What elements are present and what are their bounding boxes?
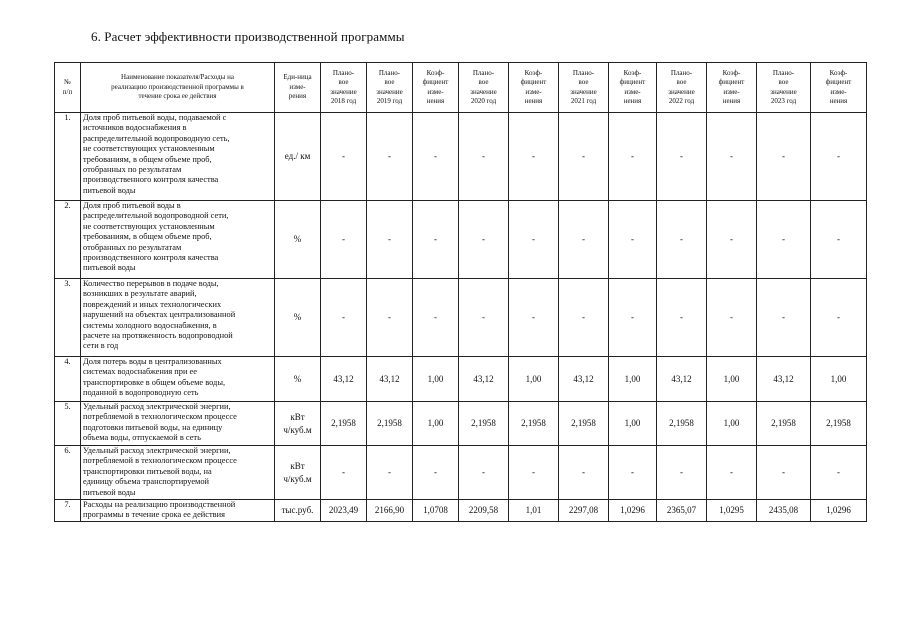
value-cell: - [609,446,657,500]
row-number: 2. [55,201,81,279]
value-cell: 1,00 [609,402,657,446]
header-cell: Коэф- фициент изме- нения [707,63,757,113]
value-cell: - [321,113,367,201]
value-cell: 2297,08 [559,500,609,522]
value-cell: - [413,279,459,357]
value-cell: 2,1958 [657,402,707,446]
value-cell: - [811,279,867,357]
value-cell: - [707,446,757,500]
value-cell: - [609,201,657,279]
value-cell: - [657,279,707,357]
section-heading: 6. Расчет эффективности производственной программы [91,29,405,44]
indicator-name: Удельный расход электрической энергии, потребляемой в технологическом процессе транспортировки питьевой воды, на единицу объема транспортируемой питьевой воды [81,446,275,500]
header-cell: Коэф- фициент изме- нения [413,63,459,113]
value-cell: - [811,201,867,279]
header-cell: Плано- вое значение 2019 год [367,63,413,113]
value-cell: - [459,446,509,500]
header-cell: Коэф- фициент изме- нения [609,63,657,113]
value-cell: 1,0296 [609,500,657,522]
unit-cell: % [275,357,321,402]
value-cell: - [559,279,609,357]
indicator-name: Расходы на реализацию производственной программы в течение срока ее действия [81,500,275,522]
value-cell: - [413,446,459,500]
value-cell: 1,0295 [707,500,757,522]
header-cell: Еди-ница изме- рения [275,63,321,113]
header-cell: Коэф- фициент изме- нения [811,63,867,113]
indicator-name: Количество перерывов в подаче воды, возникших в результате аварий, повреждений и иных технологических нарушений на объектах централизованной системы холодного водоснабжения, в расчете на протяженность водопроводной сети в год [81,279,275,357]
efficiency-table [54,62,867,522]
value-cell: - [757,446,811,500]
value-cell: 43,12 [367,357,413,402]
header-cell: Плано- вое значение 2020 год [459,63,509,113]
value-cell: - [757,113,811,201]
value-cell: 2,1958 [367,402,413,446]
header-cell: Плано- вое значение 2021 год [559,63,609,113]
value-cell: - [321,279,367,357]
table-row [55,500,867,522]
value-cell: - [459,113,509,201]
value-cell: - [657,113,707,201]
value-cell: 2,1958 [811,402,867,446]
value-cell: 2,1958 [321,402,367,446]
value-cell: - [559,113,609,201]
value-cell: - [609,279,657,357]
header-cell: № п/п [55,63,81,113]
unit-cell: тыс.руб. [275,500,321,522]
value-cell: - [657,446,707,500]
value-cell: 1,01 [509,500,559,522]
row-number: 5. [55,402,81,446]
value-cell: 1,0296 [811,500,867,522]
value-cell: 2435,08 [757,500,811,522]
indicator-name: Доля потерь воды в централизованных системах водоснабжения при ее транспортировке в общем объеме воды, поданной в водопроводную сеть [81,357,275,402]
value-cell: 2023,49 [321,500,367,522]
value-cell: 43,12 [321,357,367,402]
indicator-name: Доля проб питьевой воды в распределительной водопроводной сети, не соответствующих установленным требованиям, в общем объеме проб, отобранных по результатам производственного контроля качества питьевой воды [81,201,275,279]
value-cell: - [459,201,509,279]
value-cell: - [367,446,413,500]
row-number: 6. [55,446,81,500]
value-cell: 1,00 [509,357,559,402]
table-row [55,357,867,402]
value-cell: 43,12 [757,357,811,402]
value-cell: - [413,201,459,279]
value-cell: - [413,113,459,201]
indicator-name: Удельный расход электрической энергии, потребляемой в технологическом процессе подготовки питьевой воды, на единицу объема воды, отпускаемой в сеть [81,402,275,446]
unit-cell: ед./ км [275,113,321,201]
value-cell: - [367,201,413,279]
unit-cell: кВт ч/куб.м [275,402,321,446]
value-cell: - [811,446,867,500]
value-cell: - [757,201,811,279]
value-cell: - [811,113,867,201]
table-header-row [55,63,867,113]
row-number: 1. [55,113,81,201]
value-cell: 2,1958 [559,402,609,446]
value-cell: 2,1958 [509,402,559,446]
value-cell: 2166,90 [367,500,413,522]
value-cell: - [321,201,367,279]
value-cell: - [757,279,811,357]
value-cell: 2,1958 [459,402,509,446]
unit-cell: кВт ч/куб.м [275,446,321,500]
row-number: 3. [55,279,81,357]
value-cell: 43,12 [459,357,509,402]
header-cell: Плано- вое значение 2023 год [757,63,811,113]
table-row [55,279,867,357]
table-row [55,402,867,446]
value-cell: - [509,201,559,279]
row-number: 7. [55,500,81,522]
table-row [55,201,867,279]
value-cell: 43,12 [559,357,609,402]
header-cell: Наименование показателя/Расходы на реализацию производственной программы в течение срока ее действия [81,63,275,113]
value-cell: - [459,279,509,357]
value-cell: 2209,58 [459,500,509,522]
header-cell: Плано- вое значение 2022 год [657,63,707,113]
value-cell: - [707,113,757,201]
indicator-name: Доля проб питьевой воды, подаваемой с источников водоснабжения в распределительной водопроводную сеть, не соответствующих установленным требованиям, в общем объеме проб, отобранных по результатам производственного контроля качества питьевой воды [81,113,275,201]
value-cell: - [559,446,609,500]
value-cell: 1,00 [413,357,459,402]
value-cell: 1,00 [707,357,757,402]
value-cell: 1,00 [811,357,867,402]
value-cell: 1,00 [609,357,657,402]
value-cell: - [509,446,559,500]
value-cell: 1,0708 [413,500,459,522]
table-row [55,446,867,500]
table-row [55,113,867,201]
header-cell: Коэф- фициент изме- нения [509,63,559,113]
value-cell: - [657,201,707,279]
row-number: 4. [55,357,81,402]
value-cell: - [509,113,559,201]
value-cell: - [609,113,657,201]
value-cell: - [367,113,413,201]
unit-cell: % [275,279,321,357]
value-cell: - [321,446,367,500]
header-cell: Плано- вое значение 2018 год [321,63,367,113]
value-cell: - [707,279,757,357]
value-cell: - [367,279,413,357]
value-cell: 1,00 [707,402,757,446]
value-cell: - [509,279,559,357]
value-cell: - [559,201,609,279]
unit-cell: % [275,201,321,279]
value-cell: - [707,201,757,279]
value-cell: 1,00 [413,402,459,446]
value-cell: 2365,07 [657,500,707,522]
value-cell: 43,12 [657,357,707,402]
value-cell: 2,1958 [757,402,811,446]
